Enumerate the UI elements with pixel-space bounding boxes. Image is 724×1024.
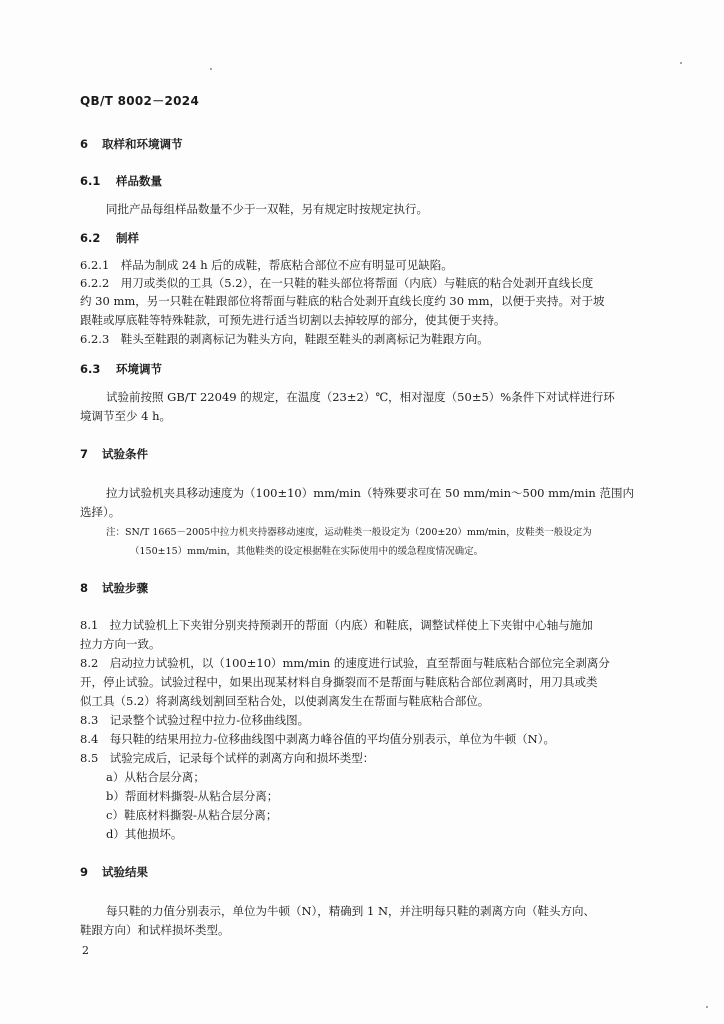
section-title: 样品数量 [116,174,162,188]
section-title: 环境调节 [116,362,162,376]
section-6-2-heading [80,231,139,245]
section-number: 6 [80,137,89,151]
section-number: 6.1 [80,174,101,188]
section-title: 试验结果 [102,865,148,879]
clause-6-2-2-line-2: 约 30 mm，另一只鞋在鞋跟部位将帮面与鞋底的粘合处剥开直线长度约 30 mm，以便于夹持。对于坡 [80,294,605,308]
section-6-heading [80,137,183,151]
paragraph: 同批产品每组样品数量不少于一双鞋，另有规定时按规定执行。 [106,202,428,216]
clause-8-2-line-3: 似工具（5.2）将剥离线划割回至粘合处，以使剥离发生在帮面与鞋底粘合部位。 [80,694,490,708]
section-6-3-heading [80,362,162,376]
clause-8-2-line-1: 8.2 启动拉力试验机，以（100±10）mm/min 的速度进行试验，直至帮面与鞋底粘合部位完全剥离分 [80,656,610,670]
note-line-1: 注：SN/T 1665－2005中拉力机夹持器移动速度，运动鞋类一般设定为（200±20）mm/min，皮鞋类一般设定为 [106,527,592,538]
list-item-c: c）鞋底材料撕裂-从粘合层分离； [106,808,278,822]
clause-8-1-line-1: 8.1 拉力试验机上下夹钳分别夹持预剥开的帮面（内底）和鞋底，调整试样使上下夹钳中心轴与施加 [80,618,593,632]
section-number: 9 [80,865,89,879]
clause-8-2-line-2: 开，停止试验。试验过程中，如果出现某材料自身撕裂而不是帮面与鞋底粘合部位剥离时，用刀具或类 [80,675,598,689]
scan-speck [210,68,212,70]
section-8-heading [80,581,148,595]
clause-6-2-3: 6.2.3 鞋头至鞋跟的剥离标记为鞋头方向，鞋跟至鞋头的剥离标记为鞋跟方向。 [80,332,489,346]
section-title: 试验条件 [102,447,148,461]
section-6-1-heading [80,174,162,188]
section-number: 7 [80,447,89,461]
paragraph-line-2: 选择）。 [80,505,121,519]
section-number: 6.3 [80,362,101,376]
section-title: 试验步骤 [102,581,148,595]
section-7-heading [80,447,148,461]
paragraph-line-1: 试验前按照 GB/T 22049 的规定，在温度（23±2）℃，相对湿度（50±5）%条件下对试样进行环 [106,390,615,404]
note-line-2: （150±15）mm/min，其他鞋类的设定根据鞋在实际使用中的缓急程度情况确定。 [130,546,484,557]
scan-speck [680,62,682,64]
paragraph-line-1: 拉力试验机夹具移动速度为（100±10）mm/min（特殊要求可在 50 mm/min～500 mm/min 范围内 [106,486,634,500]
section-number: 8 [80,581,89,595]
clause-8-5: 8.5 试验完成后，记录每个试样的剥离方向和损坏类型： [80,751,375,765]
section-title: 制样 [116,231,139,245]
section-title: 取样和环境调节 [102,137,183,151]
paragraph-line-2: 境调节至少 4 h。 [80,409,172,423]
clause-6-2-2-line-1: 6.2.2 用刀或类似的工具（5.2），在一只鞋的鞋头部位将帮面（内底）与鞋底的粘合处剥开直线长度 [80,276,594,290]
section-number: 6.2 [80,231,101,245]
scan-speck [706,1006,708,1008]
clause-8-3: 8.3 记录整个试验过程中拉力-位移曲线图。 [80,713,310,727]
list-item-d: d）其他损坏。 [106,827,183,841]
paragraph-line-2: 鞋跟方向）和试样损坏类型。 [80,923,230,937]
clause-6-2-1: 6.2.1 样品为制成 24 h 后的成鞋，帮底粘合部位不应有明显可见缺陷。 [80,258,453,272]
section-9-heading [80,865,148,879]
clause-6-2-2-line-3: 跟鞋或厚底鞋等特殊鞋款，可预先进行适当切割以去掉较厚的部分，使其便于夹持。 [80,313,506,327]
clause-8-4: 8.4 每只鞋的结果用拉力-位移曲线图中剥离力峰谷值的平均值分别表示，单位为牛顿（N）。 [80,732,555,746]
paragraph-line-1: 每只鞋的力值分别表示，单位为牛顿（N），精确到 1 N，并注明每只鞋的剥离方向（鞋头方向、 [106,904,595,918]
standard-code: QB/T 8002－2024 [80,94,200,108]
list-item-b: b）帮面材料撕裂-从粘合层分离； [106,789,279,803]
clause-8-1-line-2: 拉力方向一致。 [80,637,161,651]
list-item-a: a）从粘合层分离； [106,770,205,784]
page-number: 2 [82,944,89,957]
